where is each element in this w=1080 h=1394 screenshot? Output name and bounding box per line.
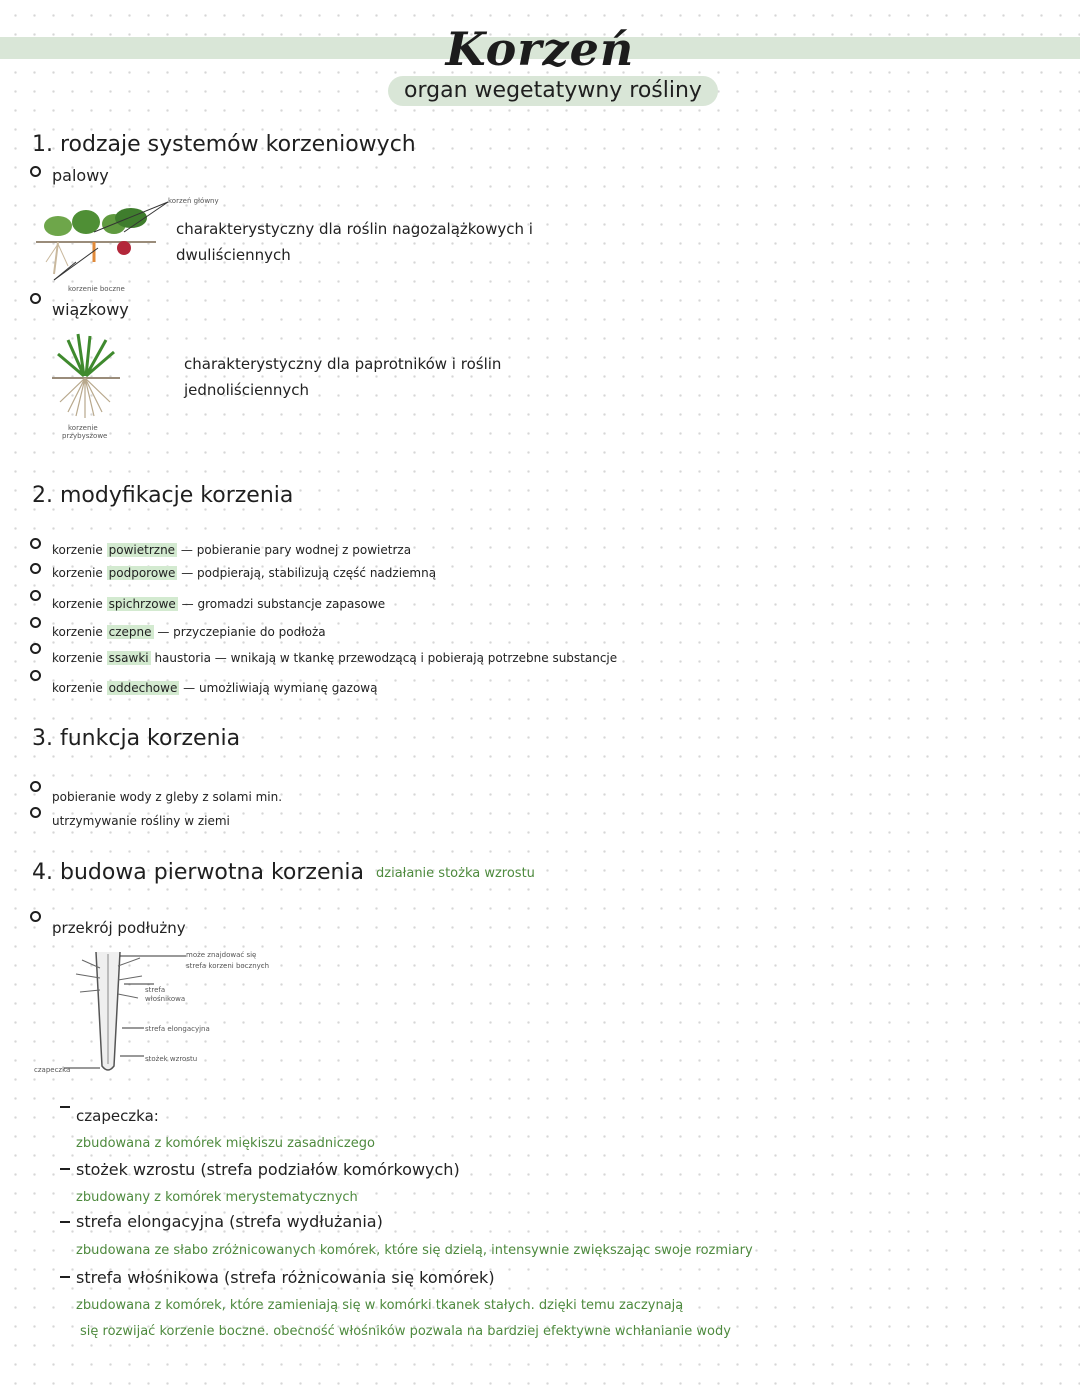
- zone-description: zbudowana z komórek miękiszu zasadniczego: [76, 1136, 375, 1151]
- zone-description: zbudowany z komórek merystematycznych: [76, 1190, 358, 1205]
- zone-term: strefa elongacyjna (strefa wydłużania): [76, 1212, 383, 1231]
- dash-icon: [60, 1276, 70, 1278]
- diagram-label-zone2: strefa elongacyjna: [145, 1025, 210, 1033]
- dash-icon: [60, 1221, 70, 1223]
- section4-heading: 4. budowa pierwotna korzenia: [32, 860, 365, 885]
- bullet-icon: [30, 643, 41, 654]
- modification-item: korzenie spichrzowe — gromadzi substancje zapasowe: [52, 597, 386, 611]
- fibrous-adventitious-label-line1: korzenie: [68, 424, 98, 432]
- modification-item: korzenie podporowe — podpierają, stabilizują część nadziemną: [52, 566, 437, 580]
- diagram-label-zone1-line1: strefa: [145, 986, 166, 994]
- section2-heading: 2. modyfikacje korzenia: [32, 483, 294, 508]
- bullet-icon: [30, 781, 41, 792]
- page-title: Korzeń: [445, 22, 635, 76]
- section3-heading: 3. funkcja korzenia: [32, 726, 241, 751]
- taproot-main-root-label: korzeń główny: [168, 197, 219, 205]
- diagram-label-zone4: czapeczka: [34, 1066, 71, 1074]
- modification-item: korzenie oddechowe — umożliwiają wymianę gazową: [52, 681, 378, 695]
- zone-description: zbudowana z komórek, które zamieniają się w komórki tkanek stałych. dzięki temu zaczynają: [76, 1298, 684, 1313]
- zone-term: stożek wzrostu (strefa podziałów komórkowych): [76, 1160, 460, 1179]
- bullet-icon: [30, 911, 41, 922]
- taproot-description-line1: charakterystyczny dla roślin nagozalążkowych i: [176, 220, 533, 238]
- taproot-lateral-roots-label: korzenie boczne: [68, 285, 125, 293]
- root-system-taproot-label: palowy: [52, 166, 109, 185]
- bullet-icon: [30, 590, 41, 601]
- bullet-icon: [30, 293, 41, 304]
- diagram-label-zone3: stożek wzrostu: [145, 1055, 198, 1063]
- zone-term: czapeczka:: [76, 1107, 159, 1125]
- section4-note: działanie stożka wzrostu: [376, 866, 535, 881]
- bullet-icon: [30, 670, 41, 681]
- longitudinal-section-label: przekrój podłużny: [52, 919, 186, 937]
- fibrous-adventitious-label-line2: przybyszowe: [62, 432, 108, 440]
- function-item: utrzymywanie rośliny w ziemi: [52, 814, 230, 828]
- taproot-description-line2: dwuliściennych: [176, 246, 291, 264]
- fibrous-description-line2: jednoliściennych: [184, 381, 310, 399]
- dash-icon: [60, 1106, 70, 1108]
- fibrous-description-line1: charakterystyczny dla paprotników i roślin: [184, 355, 502, 373]
- zone-term: strefa włośnikowa (strefa różnicowania się komórek): [76, 1268, 495, 1287]
- diagram-label-zone1-line2: włośnikowa: [145, 995, 186, 1003]
- bullet-icon: [30, 166, 41, 177]
- bullet-icon: [30, 617, 41, 628]
- section1-heading: 1. rodzaje systemów korzeniowych: [32, 132, 416, 157]
- zone-description: zbudowana ze słabo zróżnicowanych komórek, które się dzielą, intensywnie zwiększając swoje rozmiary: [76, 1243, 753, 1258]
- modification-item: korzenie powietrzne — pobieranie pary wodnej z powietrza: [52, 543, 412, 557]
- bullet-icon: [30, 538, 41, 549]
- zone-description: się rozwijać korzenie boczne. obecność włośników pozwala na bardziej efektywne wchłanianie wody: [80, 1324, 731, 1339]
- dash-icon: [60, 1168, 70, 1170]
- page-subtitle: organ wegetatywny rośliny: [388, 76, 718, 106]
- bullet-icon: [30, 563, 41, 574]
- function-item: pobieranie wody z gleby z solami min.: [52, 790, 283, 804]
- diagram-label-top-line1: może znajdować się: [186, 951, 257, 959]
- taproot-illustration: [36, 192, 176, 288]
- fibrous-root-illustration: [48, 332, 128, 426]
- modification-item: korzenie ssawki haustoria — wnikają w tkankę przewodzącą i pobierają potrzebne substancje: [52, 651, 618, 665]
- root-system-fibrous-label: wiązkowy: [52, 300, 129, 319]
- modification-item: korzenie czepne — przyczepianie do podłoża: [52, 625, 326, 639]
- diagram-label-top-line2: strefa korzeni bocznych: [186, 962, 270, 970]
- bullet-icon: [30, 807, 41, 818]
